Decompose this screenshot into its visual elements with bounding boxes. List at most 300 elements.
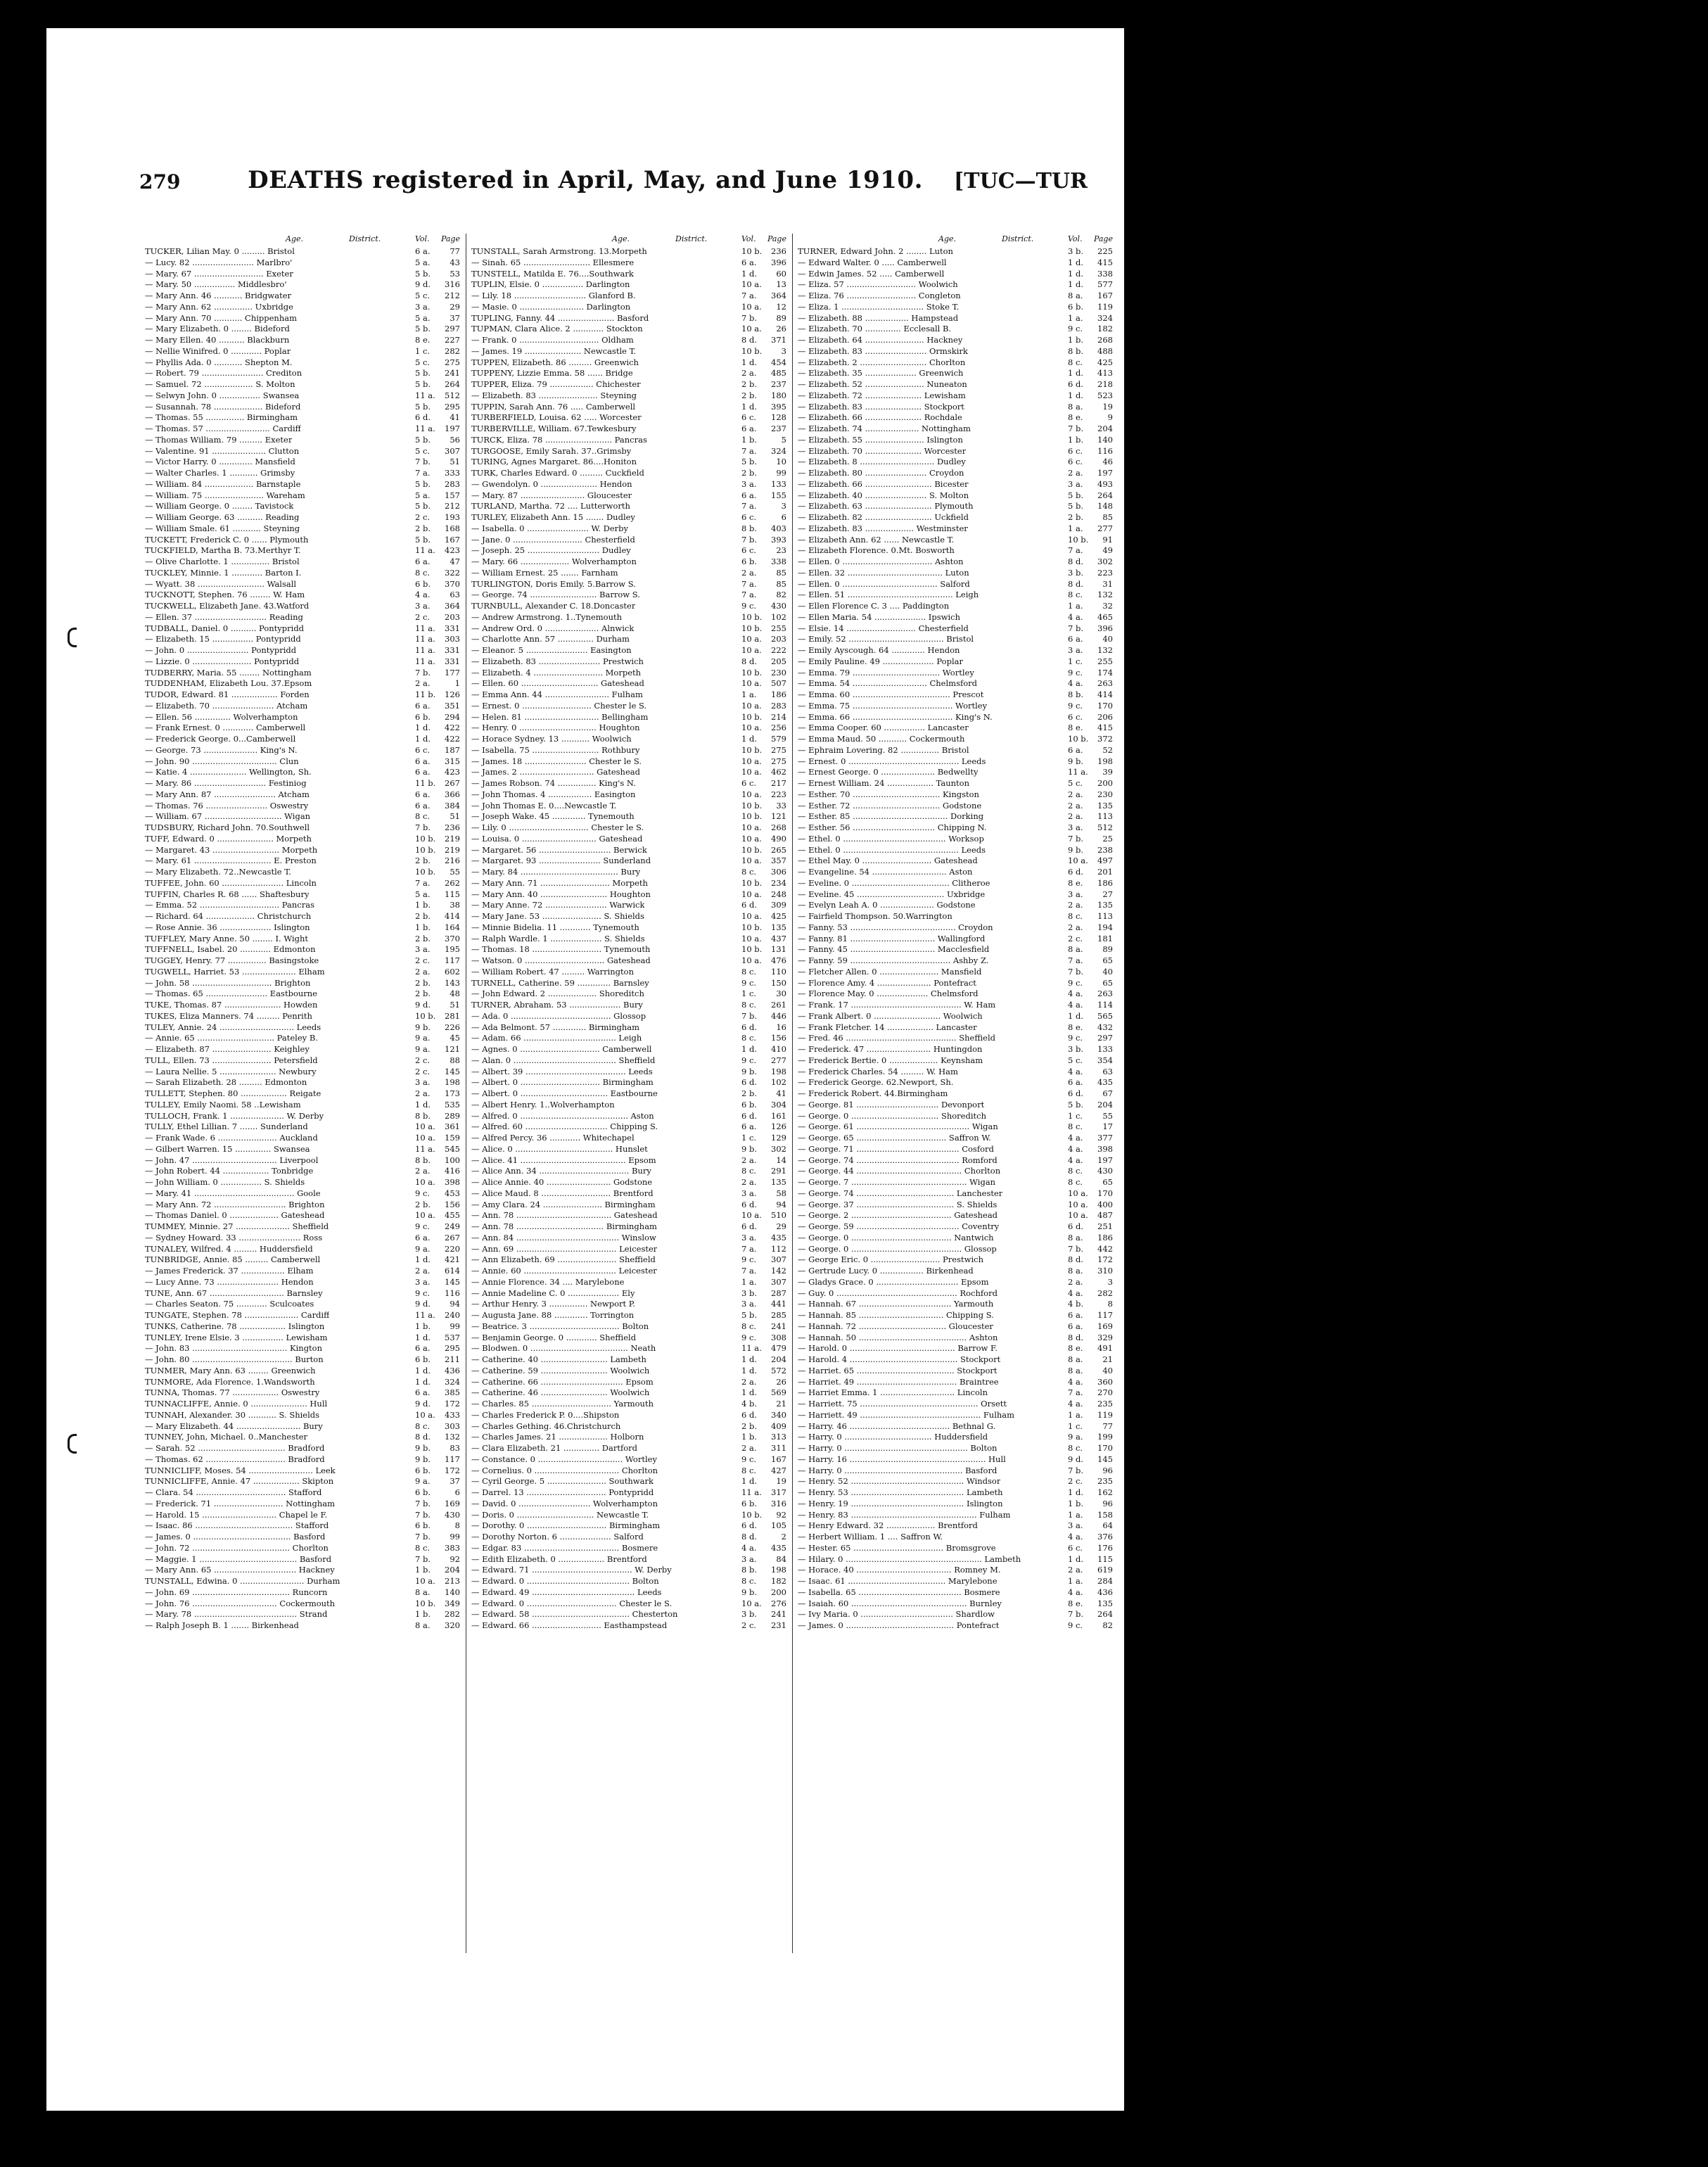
entry-page: 579 xyxy=(771,734,786,744)
entry-name: — Edwin James. 52 ..... Camberwell xyxy=(798,268,945,279)
column-divider xyxy=(792,234,793,1953)
entry-volume: 10 a. xyxy=(415,1210,435,1221)
entry-name: TUNSTELL, Matilda E. 76....Southwark xyxy=(471,268,634,279)
entry-page: 416 xyxy=(445,1166,460,1176)
entry-volume: 8 b. xyxy=(415,1155,431,1165)
entry-page: 186 xyxy=(1097,877,1113,888)
entry-name: — Herbert William. 1 .... Saffron W. xyxy=(798,1532,943,1542)
entry-volume: 8 e. xyxy=(1068,723,1083,733)
entry-volume: 8 c. xyxy=(1068,1443,1083,1453)
register-entry xyxy=(471,1620,786,1632)
entry-volume: 8 d. xyxy=(741,335,757,345)
register-entry xyxy=(471,1454,786,1466)
entry-page: 85 xyxy=(776,578,786,589)
entry-volume: 7 b. xyxy=(415,1553,431,1564)
register-entry xyxy=(471,1599,786,1610)
register-entry xyxy=(798,856,1113,867)
register-entry xyxy=(798,1033,1113,1044)
entry-volume: 11 a. xyxy=(415,424,435,433)
entry-page: 105 xyxy=(771,1520,786,1531)
register-entry xyxy=(145,512,460,523)
entry-name: TURBERFIELD, Louisa. 62 ..... Worcester xyxy=(471,412,642,423)
register-entry xyxy=(471,412,786,424)
entry-volume: 4 a. xyxy=(1068,1066,1083,1076)
entry-name: — William. 75 ....................... Wareham xyxy=(145,490,305,500)
entry-volume: 6 a. xyxy=(1068,1077,1083,1088)
entry-name: — Elizabeth. 35 .................... Greenwich xyxy=(798,368,964,379)
register-entry xyxy=(471,922,786,934)
register-entry xyxy=(145,246,460,258)
register-entry xyxy=(145,678,460,690)
entry-volume: 2 a. xyxy=(741,1177,757,1187)
entry-volume: 10 a. xyxy=(741,279,762,290)
entry-page: 161 xyxy=(771,1110,786,1121)
register-entry xyxy=(145,1510,460,1521)
entry-name: — Mary. 87 ......................... Gloucester xyxy=(471,490,632,500)
register-entry xyxy=(145,324,460,335)
entry-page: 487 xyxy=(1097,1210,1113,1221)
entry-volume: 8 c. xyxy=(1068,1166,1083,1176)
register-entry xyxy=(798,1543,1113,1554)
entry-name: — Charles Seaton. 75 ............ Sculcoates xyxy=(145,1299,314,1309)
entry-name: — Emma. 52 ............................... Pancras xyxy=(145,900,314,910)
register-entry xyxy=(471,545,786,557)
entry-name: — Ada Belmont. 57 ............. Birmingham xyxy=(471,1022,640,1032)
entry-page: 213 xyxy=(445,1576,460,1586)
entry-volume: 10 b. xyxy=(415,833,436,844)
entry-volume: 8 c. xyxy=(1068,1177,1083,1187)
register-entry xyxy=(145,668,460,679)
entry-volume: 6 b. xyxy=(415,1465,431,1475)
entry-volume: 8 a. xyxy=(1068,944,1083,955)
entry-name: — Elizabeth. 83 ........................ Prestwich xyxy=(471,656,644,666)
register-entry xyxy=(471,745,786,756)
entry-name: — Ada. 0 ....................................... Glossop xyxy=(471,1010,646,1021)
entry-volume: 6 d. xyxy=(1068,1221,1083,1231)
entry-page: 395 xyxy=(771,401,786,412)
entry-page: 29 xyxy=(776,1221,786,1231)
entry-name: TUDDENHAM, Elizabeth Lou. 37.Epsom xyxy=(145,678,312,689)
register-entry xyxy=(471,1609,786,1620)
entry-volume: 9 c. xyxy=(741,1055,757,1065)
entry-page: 218 xyxy=(1097,379,1113,389)
entry-name: — Mary. 84 ...................................... Bury xyxy=(471,867,641,877)
register-entry xyxy=(798,1454,1113,1466)
entry-name: — Clara Elizabeth. 21 .............. Dartford xyxy=(471,1443,638,1453)
register-entry xyxy=(798,1443,1113,1454)
entry-page: 8 xyxy=(1107,1299,1113,1309)
entry-page: 338 xyxy=(771,557,786,566)
entry-volume: 8 a. xyxy=(415,1587,431,1597)
register-entry xyxy=(798,1587,1113,1599)
entry-page: 47 xyxy=(450,557,460,566)
entry-name: — George. 73 ..................... King's N. xyxy=(145,744,298,755)
entry-name: — Elizabeth. 87 ....................... Keighley xyxy=(145,1044,310,1054)
entry-page: 430 xyxy=(771,601,786,611)
entry-name: — Margaret. 93 ........................ Sunderland xyxy=(471,856,651,866)
register-entry xyxy=(798,1166,1113,1177)
register-entry xyxy=(145,1088,460,1100)
entry-page: 39 xyxy=(1102,767,1113,777)
entry-page: 329 xyxy=(1097,1332,1113,1342)
register-entry xyxy=(471,324,786,335)
entry-volume: 11 a. xyxy=(415,1310,435,1320)
register-entry xyxy=(798,1510,1113,1521)
entry-page: 172 xyxy=(445,1465,460,1475)
entry-name: — William Robert. 47 ......... Warrington xyxy=(471,966,634,977)
entry-page: 220 xyxy=(445,1243,460,1254)
entry-page: 206 xyxy=(1097,711,1113,722)
entry-name: — Thomas. 18 ........................... Tynemouth xyxy=(471,944,651,955)
entry-volume: 9 a. xyxy=(415,1044,431,1054)
entry-page: 223 xyxy=(1097,567,1113,578)
entry-page: 360 xyxy=(1097,1376,1113,1387)
entry-name: — John Robert. 44 .................. Tonbridge xyxy=(145,1166,314,1176)
index-range: [TUC—TUR xyxy=(954,169,1088,193)
entry-page: 89 xyxy=(1102,944,1113,955)
register-entry xyxy=(798,557,1113,568)
entry-name: TUNLEY, Irene Elsie. 3 ................ Lewisham xyxy=(145,1332,328,1342)
entry-name: — Mary Ann. 70 ........... Chippenham xyxy=(145,312,298,323)
entry-page: 182 xyxy=(1097,324,1113,334)
register-entry xyxy=(798,1520,1113,1532)
entry-volume: 1 d. xyxy=(741,1476,757,1487)
entry-page: 364 xyxy=(445,601,460,611)
register-entry xyxy=(145,490,460,502)
entries-column-2 xyxy=(471,234,786,1632)
entry-page: 99 xyxy=(776,468,786,478)
entry-name: — Henry Edward. 32 ................... Brentford xyxy=(798,1520,978,1531)
entry-page: 370 xyxy=(445,578,460,589)
entry-volume: 1 d. xyxy=(741,1044,757,1054)
entry-page: 303 xyxy=(445,634,460,644)
register-entry xyxy=(471,1233,786,1244)
entry-volume: 8 c. xyxy=(741,867,757,877)
entry-page: 306 xyxy=(771,867,786,877)
entry-volume: 10 b. xyxy=(741,711,763,722)
entry-name: TUCKER, Lilian May. 0 ......... Bristol xyxy=(145,246,295,256)
register-entry xyxy=(471,1288,786,1299)
register-entry xyxy=(471,1410,786,1421)
entry-volume: 2 a. xyxy=(415,1088,431,1098)
entry-name: — Frederick George. 0...Camberwell xyxy=(145,734,296,744)
entry-name: — Susannah. 78 ................... Bideford xyxy=(145,401,301,412)
entry-name: — Emily. 52 ..................................... Bristol xyxy=(798,634,974,644)
entry-volume: 5 c. xyxy=(415,291,431,300)
entry-volume: 6 a. xyxy=(1068,634,1083,644)
entry-page: 140 xyxy=(1097,434,1113,445)
entry-page: 255 xyxy=(1097,656,1113,666)
entry-volume: 10 b. xyxy=(415,844,436,855)
entry-volume: 4 a. xyxy=(415,590,431,600)
register-entry xyxy=(145,1055,460,1067)
entry-name: TURLEY, Elizabeth Ann. 15 ....... Dudley xyxy=(471,512,635,522)
entry-page: 512 xyxy=(445,390,460,400)
register-entry xyxy=(145,590,460,601)
entry-page: 10 xyxy=(776,457,786,467)
entry-page: 322 xyxy=(445,567,460,578)
entry-page: 454 xyxy=(771,357,786,367)
entry-page: 364 xyxy=(771,291,786,300)
register-entry xyxy=(471,989,786,1000)
entry-name: — Eveline. 45 .................................. Uxbridge xyxy=(798,889,986,899)
entry-page: 55 xyxy=(450,867,460,877)
entry-name: — Alan. 0 ........................................ Sheffield xyxy=(471,1055,656,1065)
register-entry xyxy=(798,1254,1113,1266)
entry-page: 145 xyxy=(445,1066,460,1076)
entry-name: TUPLING, Fanny. 44 ...................... Basford xyxy=(471,312,649,323)
entry-name: — Catherine. 59 .......................... Woolwich xyxy=(471,1365,650,1375)
entry-volume: 3 b. xyxy=(1068,246,1083,256)
entry-name: — Henry. 83 ................................................. Fulham xyxy=(798,1509,1011,1520)
entry-name: — Ellen. 51 ......................................... Leigh xyxy=(798,590,979,600)
entry-name: — Henry. 0 .............................. Houghton xyxy=(471,723,640,733)
entry-volume: 1 d. xyxy=(1068,1487,1083,1497)
entry-name: — John Thomas. 4 ................. Easington xyxy=(471,789,636,799)
entry-page: 577 xyxy=(1097,279,1113,290)
entry-name: — Wyatt. 38 .......................... Walsall xyxy=(145,578,297,589)
entry-page: 56 xyxy=(450,434,460,445)
entry-volume: 7 b. xyxy=(1068,1243,1083,1254)
entry-name: — Charles. 85 ............................... Yarmouth xyxy=(471,1399,654,1409)
entry-page: 222 xyxy=(771,645,786,655)
entry-name: — Adam. 66 .................................... Leigh xyxy=(471,1033,642,1043)
entry-page: 82 xyxy=(776,590,786,600)
entry-page: 251 xyxy=(1097,1221,1113,1231)
entry-volume: 5 b. xyxy=(741,457,757,467)
register-entry xyxy=(798,1266,1113,1277)
entry-name: — Esther. 72 .................................. Godstone xyxy=(798,800,982,811)
entry-volume: 1 b. xyxy=(741,434,757,445)
entry-volume: 6 d. xyxy=(741,1520,757,1531)
entry-page: 37 xyxy=(450,1476,460,1487)
entry-page: 135 xyxy=(1097,800,1113,811)
entry-volume: 5 b. xyxy=(1068,1099,1083,1110)
entry-page: 324 xyxy=(771,445,786,456)
entry-page: 198 xyxy=(771,1066,786,1076)
entry-page: 507 xyxy=(771,678,786,689)
register-entry xyxy=(145,789,460,801)
entry-page: 423 xyxy=(445,767,460,777)
entry-name: — Fred. 46 ........................................... Sheffield xyxy=(798,1033,996,1043)
entry-name: — William Ernest. 25 ....... Farnham xyxy=(471,567,618,578)
entry-name: — George. 0 .................................. Shoreditch xyxy=(798,1110,986,1121)
entry-page: 523 xyxy=(1097,390,1113,400)
entry-page: 17 xyxy=(1102,1121,1113,1132)
entry-volume: 6 a. xyxy=(415,1232,431,1243)
entry-name: — Catherine. 40 .......................... Lambeth xyxy=(471,1354,646,1364)
entry-name: — Mary. 50 ................ Middlesbro' xyxy=(145,279,287,290)
entry-page: 372 xyxy=(1097,734,1113,744)
entry-name: — Ellen Florence C. 3 .... Paddington xyxy=(798,601,950,611)
entry-name: TUNNEY, John, Michael. 0..Manchester xyxy=(145,1432,308,1442)
entry-page: 135 xyxy=(771,1177,786,1187)
entry-volume: 8 a. xyxy=(1068,1266,1083,1276)
entry-volume: 10 a. xyxy=(741,889,762,899)
entry-volume: 10 b. xyxy=(741,623,763,633)
entry-name: — Mary. 61 .............................. E. Preston xyxy=(145,856,317,866)
entry-name: — William. 67 .............................. Wigan xyxy=(145,811,311,822)
entry-volume: 8 c. xyxy=(741,1166,757,1176)
entry-page: 6 xyxy=(781,512,786,522)
entry-name: — Beatrice. 3 ................................... Bolton xyxy=(471,1321,649,1331)
entry-name: — Esther. 56 ................................ Chipping N. xyxy=(798,822,987,832)
entry-volume: 10 a. xyxy=(741,1598,762,1608)
register-entry xyxy=(798,811,1113,822)
entry-page: 276 xyxy=(771,1598,786,1608)
register-entry xyxy=(145,1565,460,1576)
entry-page: 476 xyxy=(771,955,786,965)
register-entry xyxy=(145,1432,460,1443)
entry-name: TUNBRIDGE, Annie. 85 ......... Camberwell xyxy=(145,1254,321,1265)
entry-name: — James Robson. 74 ............... King's N. xyxy=(471,778,636,788)
register-entry xyxy=(798,922,1113,934)
entry-volume: 9 a. xyxy=(415,1243,431,1254)
entry-name: — Mary Elizabeth. 72..Newcastle T. xyxy=(145,867,291,877)
register-entry xyxy=(471,1466,786,1477)
page-title: DEATHS registered in April, May, and June 1910. xyxy=(248,166,923,194)
entry-volume: 3 a. xyxy=(741,1188,757,1198)
entry-page: 261 xyxy=(771,1000,786,1010)
entry-name: — Isabella. 65 ........................................ Bosmere xyxy=(798,1587,1000,1597)
entry-name: — Emily Ayscough. 64 ............. Hendon xyxy=(798,645,960,655)
register-entry xyxy=(145,1476,460,1487)
entry-page: 102 xyxy=(771,1077,786,1088)
entry-volume: 8 d. xyxy=(415,1432,431,1442)
entry-volume: 7 b. xyxy=(415,1509,431,1520)
entry-page: 324 xyxy=(1097,312,1113,323)
register-entry xyxy=(145,1166,460,1177)
register-entry xyxy=(798,1343,1113,1354)
register-entry xyxy=(471,1343,786,1354)
entry-page: 132 xyxy=(1097,590,1113,600)
entry-name: — Mary. 66 ................... Wolverhampton xyxy=(471,557,637,566)
register-entry xyxy=(145,1576,460,1587)
entry-volume: 2 a. xyxy=(415,1166,431,1176)
entry-page: 281 xyxy=(445,1010,460,1021)
entry-name: — Lucy. 82 ........................ Marlbro' xyxy=(145,257,293,267)
entry-page: 156 xyxy=(771,1033,786,1043)
entry-page: 422 xyxy=(445,734,460,744)
entry-page: 159 xyxy=(445,1133,460,1143)
entry-page: 354 xyxy=(1097,1055,1113,1065)
entry-name: — Augusta Jane. 88 ............. Torrington xyxy=(471,1310,635,1320)
register-entry xyxy=(145,834,460,845)
entry-name: — Ann. 84 ........................................ Winslow xyxy=(471,1232,656,1243)
register-entry xyxy=(798,1609,1113,1620)
register-entry xyxy=(471,734,786,745)
entry-page: 33 xyxy=(776,800,786,811)
entry-name: — Eveline. 0 ...................................... Clitheroe xyxy=(798,877,990,888)
entry-name: — George. 81 ................................ Devonport xyxy=(798,1099,985,1110)
entry-page: 32 xyxy=(1102,601,1113,611)
entry-page: 145 xyxy=(1097,1454,1113,1464)
entry-name: TURNER, Abraham. 53 .................... Bury xyxy=(471,1000,643,1010)
entry-volume: 4 a. xyxy=(1068,678,1083,689)
entry-volume: 1 d. xyxy=(741,268,757,279)
entry-page: 121 xyxy=(771,811,786,822)
entry-name: — Elizabeth. 55 ....................... Islington xyxy=(798,434,963,445)
entry-name: — Ralph Wardle. 1 .................... S. Shields xyxy=(471,933,645,943)
entry-volume: 2 b. xyxy=(415,523,431,533)
register-entry xyxy=(798,778,1113,789)
entry-page: 436 xyxy=(445,1365,460,1375)
entry-page: 100 xyxy=(445,1155,460,1165)
register-entry xyxy=(471,1044,786,1055)
entry-name: — Mary Anne. 72 ........................ Warwick xyxy=(471,900,645,910)
register-entry xyxy=(471,723,786,734)
entry-volume: 7 b. xyxy=(1068,424,1083,433)
register-entry xyxy=(471,756,786,768)
entry-name: TUFFEE, John. 60 ........................ Lincoln xyxy=(145,877,317,888)
entry-volume: 8 c. xyxy=(741,1465,757,1475)
entry-name: — Albert. 0 .................................. Eastbourne xyxy=(471,1088,658,1098)
register-entry xyxy=(471,279,786,291)
entry-name: TUMMEY, Minnie. 27 ..................... Sheffield xyxy=(145,1221,329,1231)
entry-page: 2 xyxy=(781,1532,786,1542)
entry-name: — Mary Ann. 46 ........... Bridgwater xyxy=(145,291,291,300)
entry-volume: 4 a. xyxy=(1068,1143,1083,1154)
entry-name: — Mary Elizabeth. 0 ........ Bideford xyxy=(145,324,290,334)
entry-name: — Charles James. 21 ................... Holborn xyxy=(471,1432,644,1442)
entry-volume: 9 c. xyxy=(1068,977,1083,988)
register-entry xyxy=(798,424,1113,435)
register-entry xyxy=(145,523,460,535)
entry-page: 102 xyxy=(771,611,786,622)
entry-volume: 8 a. xyxy=(1068,1354,1083,1364)
entry-volume: 6 b. xyxy=(415,711,431,722)
entry-volume: 3 b. xyxy=(1068,567,1083,578)
entry-page: 29 xyxy=(450,301,460,312)
entry-volume: 6 c. xyxy=(741,512,757,522)
register-entry xyxy=(798,944,1113,955)
entry-volume: 7 a. xyxy=(741,445,757,456)
entry-page: 26 xyxy=(776,324,786,334)
entry-volume: 5 b. xyxy=(415,324,431,334)
entry-name: — Evelyn Leah A. 0 ..................... Godstone xyxy=(798,900,976,910)
entry-page: 170 xyxy=(1097,1188,1113,1198)
register-entry xyxy=(145,1599,460,1610)
entry-page: 201 xyxy=(1097,867,1113,877)
register-entry xyxy=(145,1111,460,1122)
entry-name: TUNNACLIFFE, Annie. 0 ...................... Hull xyxy=(145,1399,328,1409)
entry-page: 283 xyxy=(771,700,786,711)
register-entry xyxy=(798,402,1113,413)
page-number: 279 xyxy=(139,170,181,193)
register-entry xyxy=(798,1565,1113,1576)
register-entry xyxy=(798,889,1113,901)
register-entry xyxy=(798,435,1113,446)
entry-volume: 4 b. xyxy=(1068,1299,1083,1309)
entry-page: 227 xyxy=(445,335,460,345)
entry-volume: 6 d. xyxy=(741,1022,757,1032)
entry-name: — William. 84 ................... Barnstaple xyxy=(145,478,301,489)
register-entry xyxy=(145,402,460,413)
entry-name: — Ellen. 0 ..................................... Salford xyxy=(798,578,970,589)
entry-page: 40 xyxy=(1102,1365,1113,1375)
register-entry xyxy=(798,1000,1113,1011)
register-entry xyxy=(471,490,786,502)
entry-volume: 2 a. xyxy=(741,1376,757,1387)
register-entry xyxy=(471,512,786,523)
register-entry xyxy=(798,789,1113,801)
entry-volume: 2 a. xyxy=(1068,811,1083,822)
entry-page: 338 xyxy=(1097,268,1113,279)
register-entry xyxy=(145,1620,460,1632)
entry-volume: 6 b. xyxy=(741,557,757,566)
entry-volume: 9 c. xyxy=(1068,1620,1083,1630)
entry-volume: 4 a. xyxy=(741,1542,757,1553)
